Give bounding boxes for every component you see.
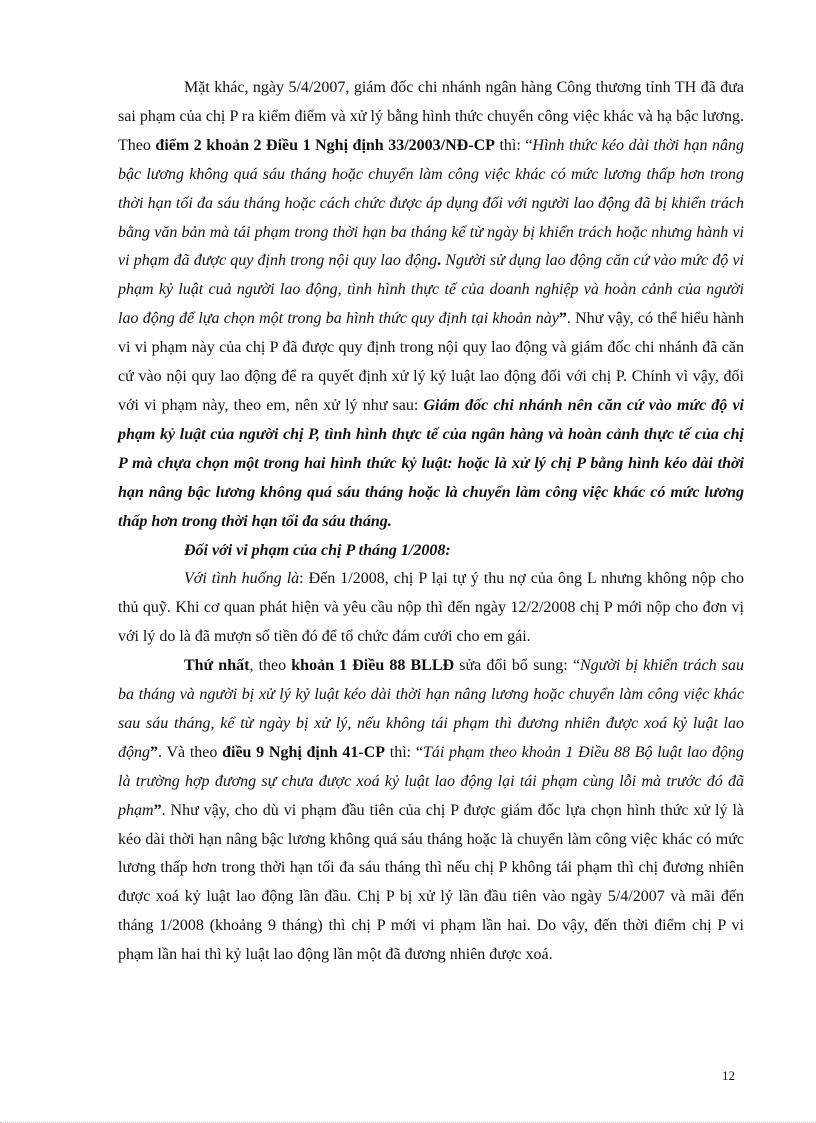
page-number: 12	[722, 1068, 735, 1083]
text-run: Mặt khác, ngày 5/4/2007, giám đốc chi nhánh ngân hàng Công thương tỉnh TH đã đưa sai phạm của chị P ra kiểm điểm và xử lý bằng hình thức chuyển công việc khác và hạ bậc lương. Theo	[118, 79, 744, 154]
text-run: sửa đổi bổ sung: “	[454, 657, 580, 675]
text-run: thì: “	[494, 136, 533, 154]
closing-quote: ”	[558, 310, 567, 328]
citation-decree-41: điều 9 Nghị định 41-CP	[222, 743, 386, 761]
quoted-provision: Hình thức kéo dài thời hạn nâng bậc lương không quá sáu tháng hoặc chuyển làm công việc khác có mức lương thấp hơn trong thời hạn tối đa sáu tháng hoặc cách chức được áp dụng đối với người lao động đã bị khiển trách bằng văn bản mà tái phạm trong thời hạn ba tháng kể từ ngày bị khiển trách hoặc nhưng hành vi vi phạm đã được quy định trong nội quy lao động	[118, 136, 745, 270]
quoted-provision: Tái phạm theo khoản 1 Điều 88 Bộ luật lao động là trường hợp đương sự chưa được xoá kỷ luật lao động lại tái phạm cùng lỗi mà trước đó đã phạm	[118, 743, 745, 819]
closing-quote: ”	[150, 743, 158, 761]
text-run: . Như vậy, có thể hiểu hành vi vi phạm này của chị P đã được quy định trong nội quy lao động và giám đốc chi nhánh đã căn cứ vào nội quy lao động để ra quyết định xử lý kỷ luật lao động đối với chị P. Chính vì vậy, đối với vi phạm này, theo em, nên xử lý như sau:	[118, 310, 744, 414]
paragraph-situation	[118, 565, 744, 652]
section-heading: Đối với vi phạm của chị P tháng 1/2008:	[184, 541, 451, 559]
closing-quote: ”	[153, 801, 162, 819]
citation-article-88: khoản 1 Điều 88 BLLĐ	[291, 657, 455, 675]
text-run: : Đến 1/2008, chị P lại tự ý thu nợ của ông L nhưng không nộp cho thủ quỹ. Khi cơ quan phát hiện và yêu cầu nộp thì đến ngày 12/2/2008 chị P mới nộp cho đơn vị với lý do là đã mượn số tiền đó để tổ chức đám cưới cho em gái.	[118, 570, 745, 646]
quoted-provision: Người sử dụng lao động căn cứ vào mức độ vi phạm kỷ luật cuả người lao động, tình hình thực tế của doanh nghiệp và hoàn cảnh của người lao động để lựa chọn một trong ba hình thức quy định tại khoản này	[118, 252, 744, 328]
text-run: . Và theo	[158, 743, 223, 761]
text-run: thì: “	[385, 743, 423, 761]
paragraph-first-point	[118, 652, 744, 970]
text-run: .	[437, 252, 442, 270]
citation-decree-33: điểm 2 khoản 2 Điều 1 Nghị định 33/2003/NĐ-CP	[155, 136, 495, 154]
section-heading-violation-2008	[118, 537, 744, 566]
situation-label: Với tình huống là	[184, 570, 300, 588]
text-run: , theo	[249, 657, 292, 675]
quoted-provision: Người bị khiển trách sau ba tháng và người bị xử lý kỷ luật kéo dài thời hạn nâng lương hoặc chuyển làm công việc khác sau sáu tháng, kể từ ngày bị xử lý, nếu không tái phạm thì đương nhiên được xoá kỷ luật lao động	[118, 657, 745, 761]
first-point-label: Thứ nhất	[184, 657, 250, 675]
paragraph-violation-2007	[118, 74, 744, 537]
text-run: . Như vậy, cho dù vi phạm đầu tiên của chị P được giám đốc lựa chọn hình thức xử lý là kéo dài thời hạn nâng bậc lương không quá sáu tháng hoặc là chuyển làm công việc khác có mức lương thấp hơn trong thời hạn tối đa sáu tháng thì nếu chị P không tái phạm thì chị đương nhiên được xoá kỷ luật lao động lần đầu. Chị P bị xử lý lần đầu tiên vào ngày 5/4/2007 và mãi đến tháng 1/2008 (khoảng 9 tháng) thì chị P mới vi phạm lần hai. Do vậy, đến thời điểm chị P vi phạm lần hai thì kỷ luật lao động lần một đã đương nhiên được xoá.	[118, 801, 744, 964]
recommendation-text: Giám đốc chi nhánh nên căn cứ vào mức độ vi phạm kỷ luật của người chị P, tình hình thực tế của ngân hàng và hoàn cảnh thực tế của chị P mà chựa chọn một trong hai hình thức kỷ luật: hoặc là xử lý chị P bằng hình kéo dài thời hạn nâng bậc lương không quá sáu tháng hoặc là chuyển làm công việc khác có mức lương thấp hơn trong thời hạn tối đa sáu tháng.	[118, 396, 745, 530]
page-body	[118, 74, 744, 970]
